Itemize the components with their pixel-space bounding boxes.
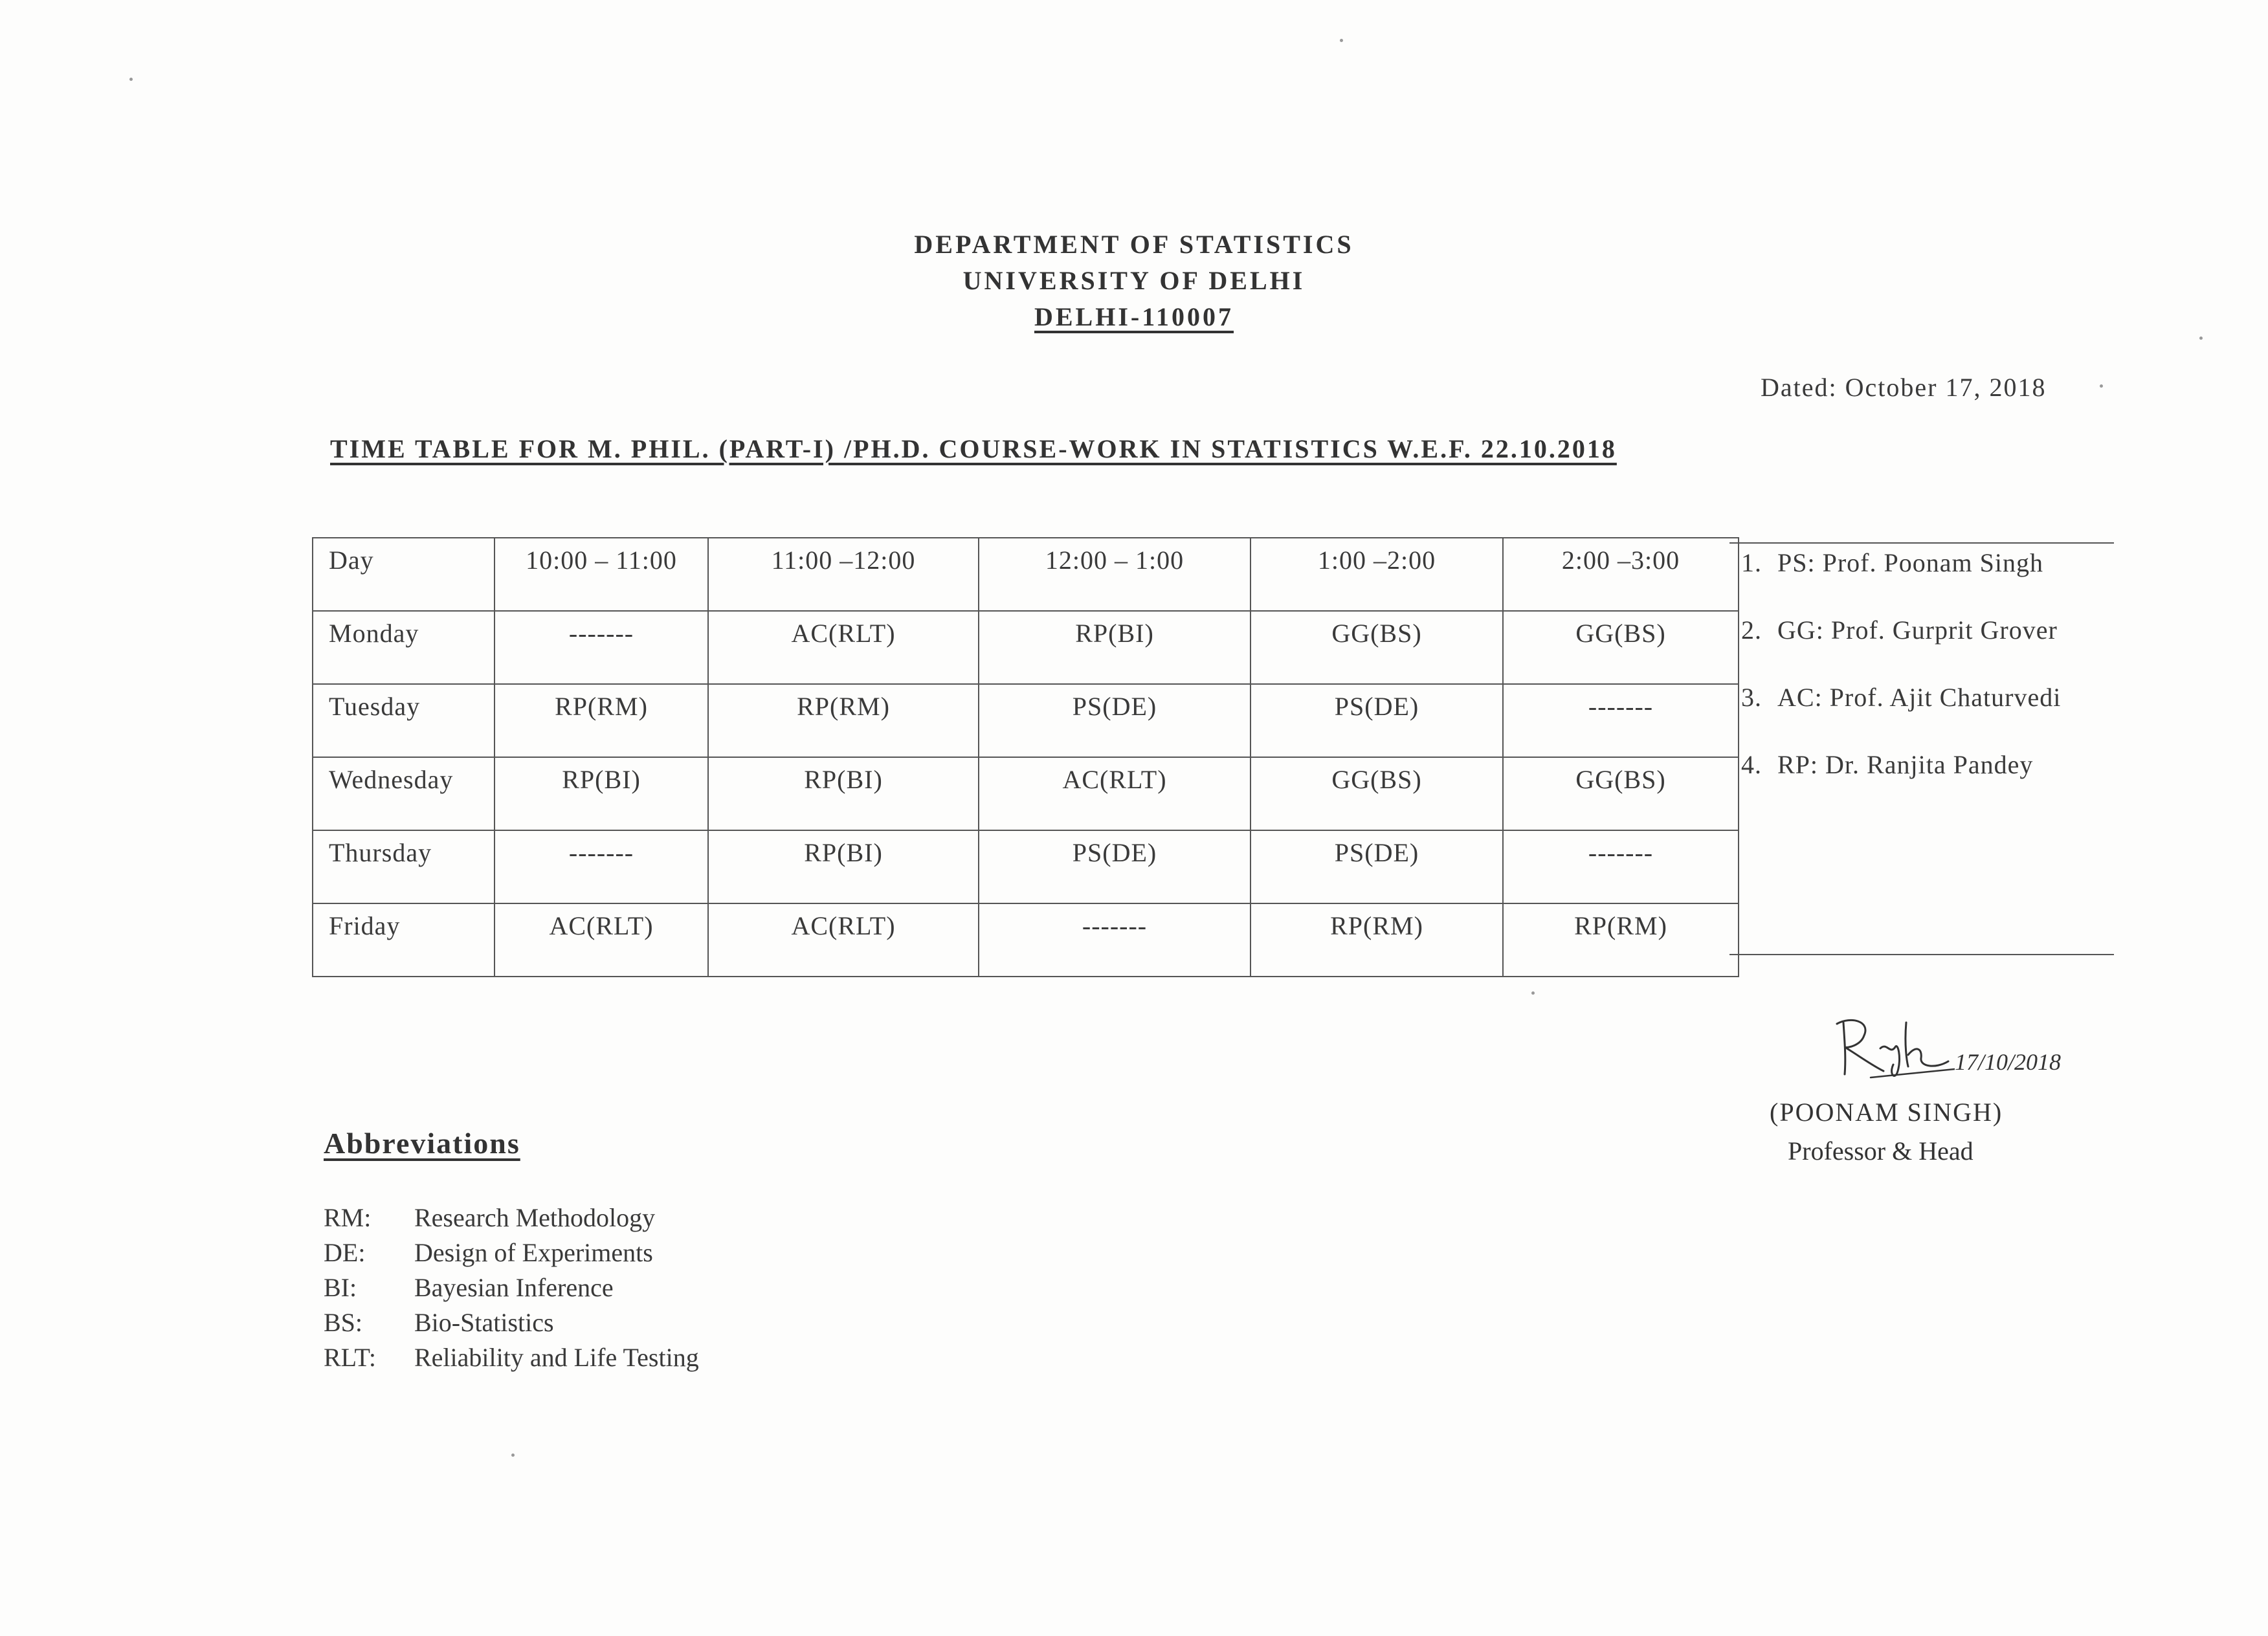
- signatory-name: (POONAM SINGH): [1770, 1098, 2003, 1127]
- day-cell: Friday: [313, 903, 495, 977]
- session-cell: -------: [1503, 830, 1739, 903]
- session-cell: GG(BS): [1251, 757, 1503, 830]
- abbreviation-row: [324, 1235, 699, 1270]
- faculty-text: PS: Prof. Poonam Singh: [1777, 548, 2043, 577]
- session-cell: -------: [979, 903, 1251, 977]
- faculty-item: [1741, 678, 2114, 746]
- scan-speck: [511, 1454, 515, 1457]
- day-cell: Wednesday: [313, 757, 495, 830]
- column-header: Day: [313, 538, 495, 611]
- session-cell: RP(BI): [708, 757, 979, 830]
- scan-speck: [1340, 39, 1343, 42]
- abbreviation-code: BS:: [324, 1308, 363, 1337]
- abbreviations-heading: Abbreviations: [324, 1127, 520, 1160]
- address: DELHI-110007: [1034, 302, 1234, 331]
- day-cell: Tuesday: [313, 684, 495, 757]
- timetable-title: TIME TABLE FOR M. PHIL. (PART-I) /PH.D. COURSE-WORK IN STATISTICS W.E.F. 22.10.2018: [330, 434, 1617, 463]
- session-cell: RP(BI): [979, 611, 1251, 684]
- abbreviation-code: DE:: [324, 1238, 366, 1267]
- session-cell: GG(BS): [1503, 757, 1739, 830]
- faculty-legend: [1729, 542, 2114, 955]
- faculty-text: AC: Prof. Ajit Chaturvedi: [1777, 683, 2062, 712]
- abbreviation-meaning: Design of Experiments: [414, 1238, 653, 1267]
- faculty-number: 3.: [1741, 683, 1762, 712]
- scan-speck: [129, 78, 133, 81]
- session-cell: AC(RLT): [495, 903, 708, 977]
- abbreviation-row: [324, 1200, 699, 1235]
- session-cell: RP(RM): [1251, 903, 1503, 977]
- session-cell: -------: [495, 830, 708, 903]
- abbreviation-meaning: Reliability and Life Testing: [414, 1343, 699, 1372]
- abbreviation-code: BI:: [324, 1273, 357, 1302]
- faculty-item: [1741, 544, 2114, 611]
- column-header: 2:00 –3:00: [1503, 538, 1739, 611]
- column-header: 1:00 –2:00: [1251, 538, 1503, 611]
- abbreviation-meaning: Bayesian Inference: [414, 1273, 614, 1302]
- scan-speck: [1531, 991, 1535, 995]
- session-cell: -------: [495, 611, 708, 684]
- column-header: 11:00 –12:00: [708, 538, 979, 611]
- abbreviation-row: [324, 1340, 699, 1375]
- column-header: 12:00 – 1:00: [979, 538, 1251, 611]
- timetable-row: [313, 757, 1739, 830]
- abbreviation-row: [324, 1270, 699, 1305]
- dated-line: Dated: October 17, 2018: [1761, 373, 2047, 402]
- session-cell: GG(BS): [1503, 611, 1739, 684]
- faculty-item: [1741, 746, 2114, 813]
- abbreviation-code: RM:: [324, 1203, 372, 1232]
- timetable-row: [313, 611, 1739, 684]
- abbreviation-meaning: Research Methodology: [414, 1203, 656, 1232]
- session-cell: PS(DE): [979, 830, 1251, 903]
- session-cell: AC(RLT): [708, 903, 979, 977]
- day-cell: Monday: [313, 611, 495, 684]
- letterhead: [0, 227, 2268, 335]
- faculty-text: RP: Dr. Ranjita Pandey: [1777, 750, 2034, 779]
- timetable-header-row: [313, 538, 1739, 611]
- university-name: UNIVERSITY OF DELHI: [962, 266, 1306, 295]
- faculty-item: [1741, 611, 2114, 678]
- faculty-number: 2.: [1741, 615, 1762, 645]
- session-cell: RP(BI): [495, 757, 708, 830]
- session-cell: PS(DE): [1251, 830, 1503, 903]
- handwritten-signature: [1825, 1010, 1955, 1087]
- faculty-number: 4.: [1741, 750, 1762, 779]
- signature-date: 17/10/2018: [1955, 1049, 2062, 1075]
- abbreviation-code: RLT:: [324, 1343, 376, 1372]
- timetable-row: [313, 903, 1739, 977]
- abbreviation-meaning: Bio-Statistics: [414, 1308, 554, 1337]
- timetable-row: [313, 830, 1739, 903]
- timetable: [312, 537, 1739, 977]
- session-cell: RP(RM): [708, 684, 979, 757]
- session-cell: RP(RM): [1503, 903, 1739, 977]
- session-cell: GG(BS): [1251, 611, 1503, 684]
- abbreviation-row: [324, 1305, 699, 1340]
- faculty-text: GG: Prof. Gurprit Grover: [1777, 615, 2058, 645]
- department-name: DEPARTMENT OF STATISTICS: [914, 230, 1354, 259]
- column-header: 10:00 – 11:00: [495, 538, 708, 611]
- faculty-number: 1.: [1741, 548, 1762, 577]
- session-cell: PS(DE): [979, 684, 1251, 757]
- session-cell: AC(RLT): [708, 611, 979, 684]
- abbreviations-list: [324, 1200, 699, 1375]
- session-cell: RP(RM): [495, 684, 708, 757]
- scan-speck: [2100, 384, 2103, 388]
- day-cell: Thursday: [313, 830, 495, 903]
- session-cell: RP(BI): [708, 830, 979, 903]
- scan-speck: [2199, 337, 2203, 340]
- signatory-title: Professor & Head: [1788, 1136, 1973, 1166]
- session-cell: PS(DE): [1251, 684, 1503, 757]
- session-cell: AC(RLT): [979, 757, 1251, 830]
- timetable-row: [313, 684, 1739, 757]
- session-cell: -------: [1503, 684, 1739, 757]
